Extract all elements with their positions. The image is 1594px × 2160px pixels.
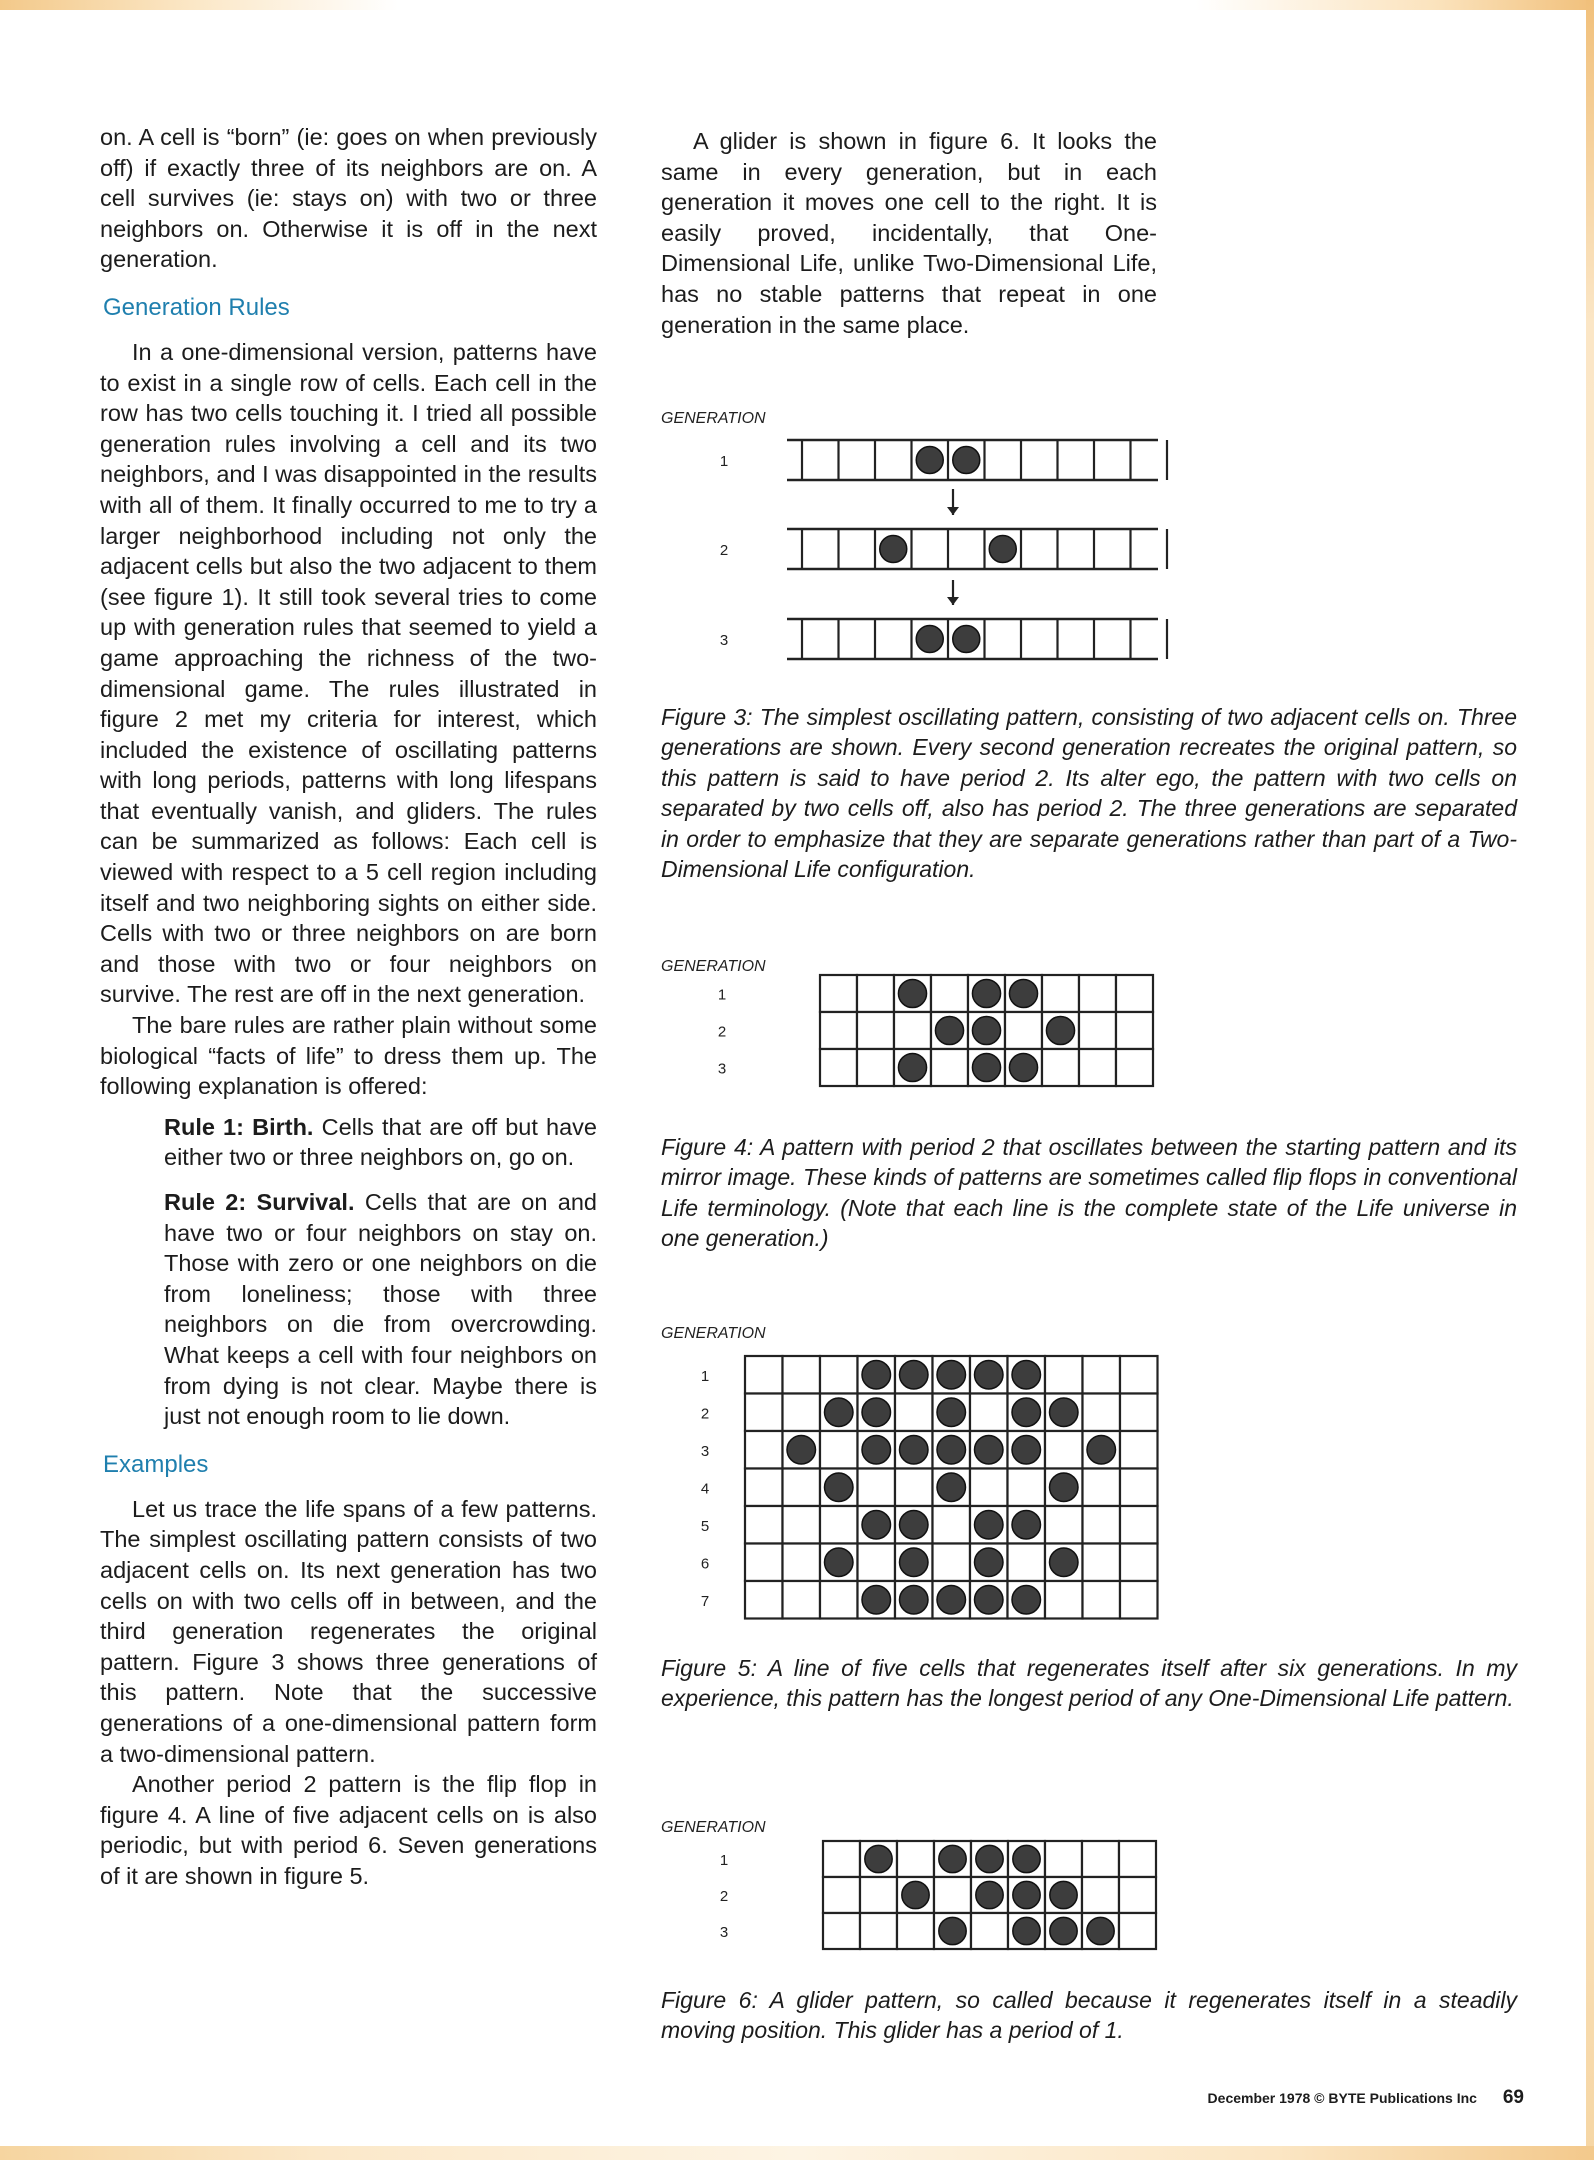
fig4-gen-number: 1 xyxy=(717,986,727,1004)
fig6-live-cell xyxy=(939,1845,966,1872)
fig6-live-cell xyxy=(1013,1917,1040,1944)
fig6-cell xyxy=(823,1841,860,1877)
fig6-cell xyxy=(1082,1841,1119,1877)
figure-3-caption: Figure 3: The simplest oscillating pattern, consisting of two adjacent cells on. Three generations are shown. Every second generation recreates the original pattern, so this pattern is said to have period 2. Its alter ego, the pattern with two cells on separated by two cells off, also has period 2. The three generations are separated in order to emphasize that they are separate generations rather than part of a Two-Dimensional Life configuration. xyxy=(661,704,1517,883)
rule-2-text: Cells that are on and have two or four neighbors on stay on. Those with zero or one neighbors on die from loneliness; those with three neighbors on die from overcrowding. What keeps a cell with four neighbors on from dying is not clear. Maybe there is just not enough room to lie down. xyxy=(164,1189,598,1430)
figure-5-caption: Figure 5: A line of five cells that regenerates itself after six generations. In my experience, this pattern has the longest period of any One-Dimensional Life pattern. xyxy=(661,1655,1517,1712)
fig6-cell xyxy=(1082,1877,1119,1913)
fig6-gen-number: 2 xyxy=(719,1888,729,1905)
fig6-generation-label: GENERATION xyxy=(661,1819,766,1836)
fig6-live-cell xyxy=(1050,1881,1077,1908)
fig5-gen-number: 5 xyxy=(700,1517,710,1535)
fig5-gen-number: 3 xyxy=(700,1442,710,1460)
fig6-gen-number: 1 xyxy=(719,1852,729,1869)
fig5-gen-number: 2 xyxy=(700,1405,710,1423)
fig3-generation-label: GENERATION xyxy=(661,410,766,427)
fig6-live-cell xyxy=(1013,1881,1040,1908)
fig6-cell xyxy=(971,1913,1008,1949)
fig5-gen-number: 4 xyxy=(700,1480,710,1498)
fig6-cell xyxy=(823,1913,860,1949)
fig4-gen-number: 2 xyxy=(717,1023,727,1041)
fig5-generation-label: GENERATION xyxy=(661,1325,766,1342)
fig6-gen-number: 3 xyxy=(719,1924,729,1941)
figure-4-caption: Figure 4: A pattern with period 2 that oscillates between the starting pattern and its mirror image. These kinds of patterns are sometimes called flip flops in conventional Life terminology. (Note that each line is the complete state of the Life universe in one generation.) xyxy=(661,1134,1517,1252)
fig6-live-cell xyxy=(1013,1845,1040,1872)
fig4-generation-label: GENERATION xyxy=(661,958,766,975)
fig6-cell xyxy=(934,1877,971,1913)
footer-issue: December 1978 © BYTE Publications Inc xyxy=(1207,2090,1477,2106)
fig6-cell xyxy=(860,1913,897,1949)
fig6-cell xyxy=(1119,1913,1156,1949)
fig5-gen-number: 6 xyxy=(700,1555,710,1573)
examples-paragraph-1: Let us trace the life spans of a few patterns. The simplest oscillating pattern consists of two adjacent cells on. Its next generation has two cells on with two cells off in between, and the third generation regenerates the original pattern. Figure 3 shows three generations of this pattern. Note that the successive generations of a one-dimensional pattern form a two-dimensional pattern. xyxy=(100,1495,597,1767)
fig6-cell xyxy=(1119,1841,1156,1877)
rule-1-label: Rule 1: Birth. xyxy=(164,1113,314,1140)
fig6-cell xyxy=(897,1841,934,1877)
examples-paragraph-2: Another period 2 pattern is the flip flop in figure 4. A line of five adjacent cells on is also periodic, but with period 6. Seven generations of it are shown in figure 5. xyxy=(100,1771,597,1889)
fig5-gen-number: 7 xyxy=(700,1592,710,1610)
fig6-live-cell xyxy=(1087,1917,1114,1944)
fig6-cell xyxy=(1119,1877,1156,1913)
fig3-gen-number: 1 xyxy=(719,453,729,470)
page-footer xyxy=(1208,2087,1524,2109)
heading-generation-rules: Generation Rules xyxy=(103,293,290,321)
intro-paragraph: on. A cell is “born” (ie: goes on when previously off) if exactly three of its neighbors are on. A cell survives (ie: stays on) with two or three neighbors on. Otherwise it is off in the next generation. xyxy=(100,124,597,273)
fig6-cell xyxy=(860,1877,897,1913)
fig6-cell xyxy=(1045,1841,1082,1877)
fig6-live-cell xyxy=(865,1845,892,1872)
rule-2-label: Rule 2: Survival. xyxy=(164,1189,355,1215)
heading-examples: Examples xyxy=(103,1450,209,1478)
fig3-gen-number: 2 xyxy=(719,542,729,559)
fig4-gen-number: 3 xyxy=(717,1060,727,1078)
fig6-live-cell xyxy=(976,1881,1003,1908)
rules-paragraph-2: The bare rules are rather plain without some biological “facts of life” to dress them up. The following explanation is offered: xyxy=(100,1012,597,1100)
fig6-cell xyxy=(823,1877,860,1913)
figure-6-caption: Figure 6: A glider pattern, so called because it regenerates itself in a steadily moving position. This glider has a period of 1. xyxy=(661,1987,1517,2044)
fig6-live-cell xyxy=(902,1881,929,1908)
rules-paragraph-1: In a one-dimensional version, patterns have to exist in a single row of cells. Each cell in the row has two cells touching it. I tried all possible generation rules involving a cell and its two neighbors, and I was disappointed in the results with all of them. It finally occurred to me to try a larger neighborhood including not only the adjacent cells but also the two adjacent to them (see figure 1). It still took several tries to come up with generation rules that seemed to yield a game approaching the richness of the two-dimensional game. The rules illustrated in figure 2 met my criteria for interest, which included the existence of oscillating patterns with long periods, patterns with long lifespans that eventually vanish, and gliders. The rules can be summarized as follows: Each cell is viewed with respect to a 5 cell region including itself and two neighboring sights on either side. Cells with two or three neighbors on are born and those with two or four neighbors on survive. The rest are off in the next generation. xyxy=(100,338,597,1008)
rule-1-text: Cells that are off but have either two or three neighbors on, go on. xyxy=(164,1113,598,1171)
fig6-live-cell xyxy=(939,1917,966,1944)
fig3-gen-number: 3 xyxy=(719,632,729,649)
glider-paragraph: A glider is shown in figure 6. It looks the same in every generation, but in each generation it moves one cell to the right. It is easily proved, incidentally, that One-Dimensional Life, unlike Two-Dimensional Life, has no stable patterns that repeat in one generation in the same place. xyxy=(661,128,1157,338)
fig6-cell xyxy=(897,1913,934,1949)
fig6-live-cell xyxy=(1050,1917,1077,1944)
fig6-live-cell xyxy=(976,1845,1003,1872)
page-edge-bottom xyxy=(0,2146,1594,2160)
page-number: 69 xyxy=(1502,2087,1524,2108)
fig5-gen-number: 1 xyxy=(700,1367,710,1385)
